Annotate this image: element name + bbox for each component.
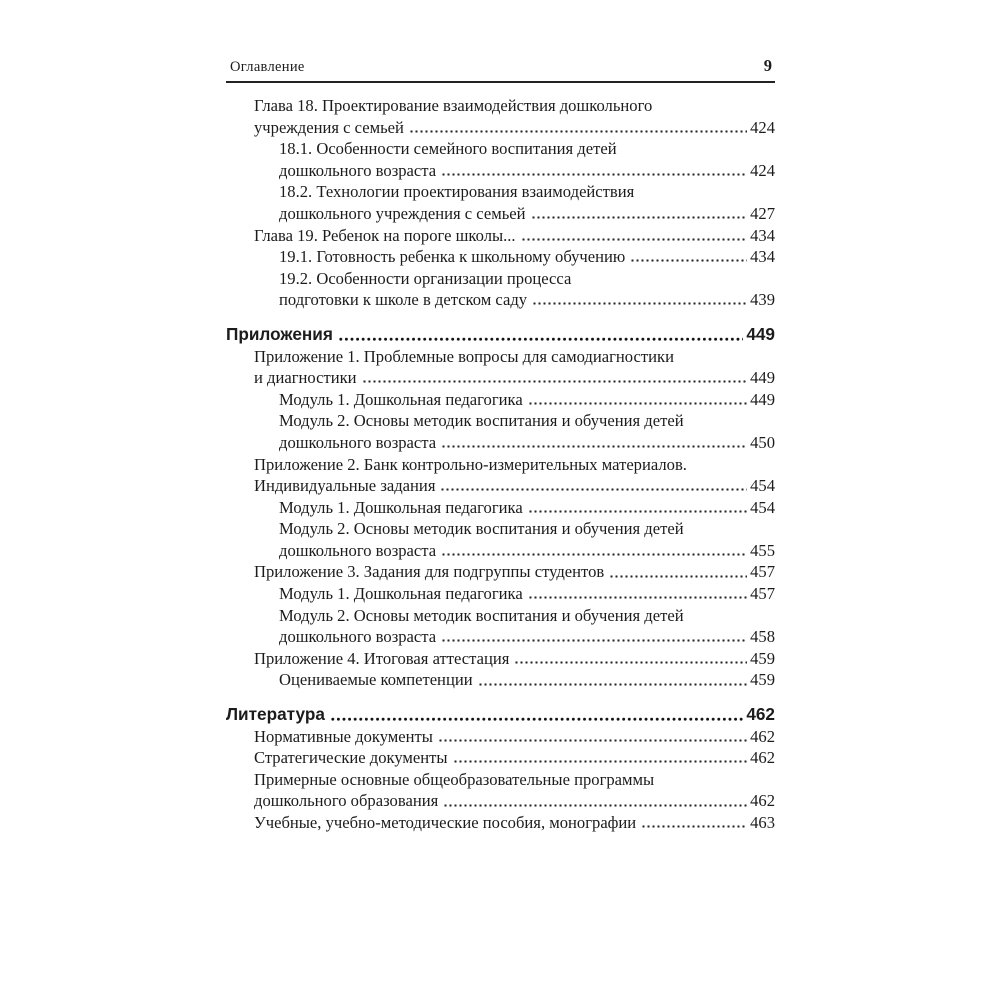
dot-leader <box>630 258 747 263</box>
toc-entry-lastline <box>254 648 775 670</box>
toc-page-number: 449 <box>750 368 775 388</box>
dot-leader <box>532 301 747 306</box>
toc-entry-text: 19.1. Готовность ребенка к школьному обучению <box>279 247 626 267</box>
toc-entry <box>226 268 775 311</box>
toc-entry <box>226 726 775 748</box>
toc-entry-text: 19.2. Особенности организации процесса <box>279 268 572 288</box>
toc-page-number: 439 <box>750 290 775 310</box>
dot-leader <box>441 444 747 449</box>
toc-entry <box>226 704 775 726</box>
toc-entry-text: Примерные основные общеобразовательные программы <box>254 769 655 789</box>
toc-entry-text: дошкольного возраста <box>279 627 437 647</box>
dot-leader <box>528 401 747 406</box>
toc-entry-text: Глава 19. Ребенок на пороге школы... <box>254 225 516 245</box>
toc-entry <box>226 454 775 497</box>
toc-entry-text: Модуль 2. Основы методик воспитания и обучения детей <box>279 519 684 539</box>
toc-entry-text: учреждения с семьей <box>254 117 404 137</box>
toc-entry <box>226 648 775 670</box>
dot-leader <box>443 803 747 808</box>
toc-entry-text: Приложения <box>226 323 333 344</box>
toc-entry-text: подготовки к школе в детском саду <box>279 290 528 310</box>
toc-entry-lastline <box>254 812 775 834</box>
toc-entry <box>226 812 775 834</box>
toc-page-number: 462 <box>746 704 775 725</box>
toc-entry-lastline <box>254 475 775 497</box>
dot-leader <box>441 638 747 643</box>
toc-entry <box>226 95 775 138</box>
toc-entry-text: дошкольного возраста <box>279 432 437 452</box>
toc-entry <box>226 605 775 648</box>
toc-entry-text: Модуль 1. Дошкольная педагогика <box>279 497 523 517</box>
toc-page-number: 450 <box>750 432 775 452</box>
toc-entry-lastline <box>279 246 775 268</box>
toc-entry-lastline <box>254 117 775 139</box>
toc-entry-text: Приложение 2. Банк контрольно-измерительных материалов. <box>254 454 687 474</box>
toc-entry-lastline <box>254 225 775 247</box>
toc-entry-text: дошкольного возраста <box>279 540 437 560</box>
toc-entry-lastline <box>279 669 775 691</box>
toc-entry-lastline <box>279 432 775 454</box>
toc-entry <box>226 410 775 453</box>
toc-entry-text: Оцениваемые компетенции <box>279 670 473 690</box>
toc-page-number: 434 <box>750 247 775 267</box>
toc-entry-lastline <box>254 790 775 812</box>
running-header <box>226 56 775 81</box>
toc-entry-lastline <box>279 626 775 648</box>
toc-entry <box>226 669 775 691</box>
toc-entry <box>226 225 775 247</box>
toc-page-number: 463 <box>750 813 775 832</box>
toc-entry-text: дошкольного образования <box>254 791 439 811</box>
toc-entry <box>226 497 775 519</box>
dot-leader <box>521 237 748 242</box>
dot-leader <box>362 379 748 384</box>
toc-page-number: 457 <box>750 562 775 582</box>
toc-page-number: 424 <box>750 160 775 180</box>
toc-entry <box>226 561 775 583</box>
header-rule <box>226 81 775 83</box>
running-header-title: Оглавление <box>230 59 305 75</box>
toc-entry-text: Литература <box>226 704 325 725</box>
toc-entry-lastline <box>254 367 775 389</box>
toc-page-number: 458 <box>750 627 775 647</box>
toc-entry <box>226 518 775 561</box>
toc-page-number: 449 <box>746 323 775 344</box>
toc-entry-text: дошкольного возраста <box>279 160 437 180</box>
toc-entry-text: 18.1. Особенности семейного воспитания детей <box>279 139 617 159</box>
toc-page-number: 455 <box>750 540 775 560</box>
toc-entry <box>226 346 775 389</box>
toc-entry-text: Модуль 2. Основы методик воспитания и обучения детей <box>279 605 684 625</box>
dot-leader <box>528 595 747 600</box>
toc-entry-text: 18.2. Технологии проектирования взаимодействия <box>279 182 635 202</box>
toc-page-number: 454 <box>750 497 775 517</box>
toc-entry-text: Модуль 1. Дошкольная педагогика <box>279 389 523 409</box>
page-number: 9 <box>763 56 772 75</box>
toc-entry-lastline <box>279 160 775 182</box>
dot-leader <box>453 759 748 764</box>
dot-leader <box>528 509 747 514</box>
toc-entry-lastline <box>254 561 775 583</box>
toc-entry-text: Приложение 4. Итоговая аттестация <box>254 648 510 668</box>
dot-leader <box>409 129 747 134</box>
toc-page-number: 427 <box>750 203 775 223</box>
toc-entry <box>226 583 775 605</box>
toc-entry <box>226 389 775 411</box>
toc-entry-lastline <box>279 540 775 562</box>
toc-entry-lastline <box>279 203 775 225</box>
toc-page-number: 457 <box>750 584 775 604</box>
toc-page-number: 449 <box>750 389 775 409</box>
toc-entry-lastline <box>279 289 775 311</box>
dot-leader <box>641 824 747 829</box>
toc-page-number: 454 <box>750 476 775 496</box>
toc-entry-lastline <box>254 726 775 748</box>
toc-entry-text: Стратегические документы <box>254 748 448 768</box>
toc-list <box>226 95 775 834</box>
toc-entry-text: Глава 18. Проектирование взаимодействия дошкольного <box>254 96 653 115</box>
toc-page-number: 462 <box>750 748 775 768</box>
toc-entry-text: и диагностики <box>254 368 357 388</box>
toc-entry-lastline <box>279 497 775 519</box>
toc-entry-text: Нормативные документы <box>254 726 433 746</box>
toc-entry-text: Индивидуальные задания <box>254 476 436 496</box>
toc-entry-text: Модуль 2. Основы методик воспитания и обучения детей <box>279 411 684 431</box>
toc-entry-text: Приложение 3. Задания для подгруппы студентов <box>254 562 605 582</box>
toc-entry <box>226 324 775 346</box>
dot-leader <box>330 717 743 722</box>
toc-entry <box>226 747 775 769</box>
toc-entry-text: дошкольного учреждения с семьей <box>279 203 526 223</box>
toc-entry <box>226 181 775 224</box>
dot-leader <box>438 738 747 743</box>
toc-page-number: 424 <box>750 117 775 137</box>
toc-entry <box>226 769 775 812</box>
dot-leader <box>338 337 743 342</box>
dot-leader <box>440 487 747 492</box>
toc-entry-lastline <box>279 583 775 605</box>
toc-page-number: 434 <box>750 225 775 245</box>
toc-entry-text: Модуль 1. Дошкольная педагогика <box>279 584 523 604</box>
toc-entry-text: Учебные, учебно-методические пособия, монографии <box>254 813 637 832</box>
dot-leader <box>514 660 747 665</box>
dot-leader <box>531 215 748 220</box>
dot-leader <box>478 682 748 687</box>
toc-page-number: 462 <box>750 726 775 746</box>
toc-entry <box>226 138 775 181</box>
toc-page-number: 459 <box>750 648 775 668</box>
dot-leader <box>441 552 747 557</box>
toc-entry-lastline <box>279 389 775 411</box>
toc-entry-lastline <box>226 324 775 346</box>
dot-leader <box>609 574 747 579</box>
toc-page-number: 462 <box>750 791 775 811</box>
toc-entry <box>226 246 775 268</box>
toc-entry-lastline <box>226 704 775 726</box>
toc-entry-lastline <box>254 747 775 769</box>
toc-entry-text: Приложение 1. Проблемные вопросы для самодиагностики <box>254 346 674 366</box>
dot-leader <box>441 172 747 177</box>
toc-page-number: 459 <box>750 670 775 690</box>
